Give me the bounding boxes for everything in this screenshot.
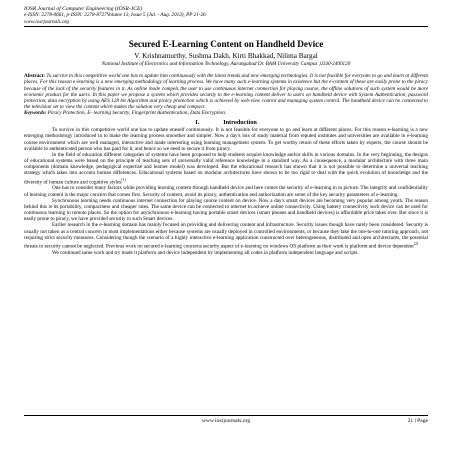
header-rule [24, 26, 428, 27]
journal-site[interactable]: www.iosrjournals.org [24, 18, 69, 25]
footer-url[interactable]: www.iosrjournals.org [201, 418, 251, 424]
issn-line: e-ISSN: 2278-0661, p-ISSN: 2278-8727Volume 13, Issue 5 (Jul. - Aug. 2013), PP 21-26 [24, 12, 206, 19]
intro-paragraph: To survive in this competitive world one has to update oneself continuously. It is not feasible for everyone to go and learn at different places. For this reason e-learning is a new emerging methodology introduced in to make the learning process smoother and simpler. Now a day's lots of study material from reputed institutes and universities are available in e-learning course environment which are well managed, interactive and made interesting using learning management system. To get worthy return of these efforts taken by experts, the course should be available to authenticated person who has paid for it, and hence so we need to secure it from piracy. [24, 127, 428, 152]
citation-ref: [2] [413, 241, 419, 246]
section-number: I. [195, 119, 200, 127]
section-title: Introduction [223, 119, 257, 127]
abstract [24, 73, 428, 110]
section-heading [24, 119, 428, 126]
abstract-text: To survive in this competitive world one has to update him continuously with the latest trends and new emerging technologies. It is not feasible for everyone to go and learn at different places. For this reason e-learning is a new emerging methodology of learning process. We have many such e-learning systems in existence but the e-content of these are easily prone to the piracy because of the lack of the security features in it. As online mode compels the user to use continuous internet connection for playing course, the offline solutions of such system would be more economic product for the users. In this paper we propose a system which provides security to the e-learning content deliver to users on handheld device with System Authentication, password protection, data encryption by using AES 128 bit Algorithm and piracy protection which is achieved by web-view control and managing system control. The handheld device can be connected to the television set to view the content which makes the solution very cheap and compact. [24, 73, 429, 110]
keywords [24, 110, 428, 116]
intro-paragraph: One has to consider many factors while providing learning content through handheld device and here comes the security of e-learning in to picture. The integrity and confidentiality of learning content is the major concern that comes first. Security of content, avoid its piracy, authentication and authorization are some of the key security parameters of e-learning. [24, 185, 428, 198]
intro-paragraph: In the field of education different categories of systems have been proposed to help students acquire knowledge and/or skills in various domains. In the very beginning, the designs of educational systems were based on the principle of teaching sets of universally valid reference knowledge in a standard way. As a consequence, a modular architecture with three main components (domain knowledge, pedagogical expertise and learner model) was developed. But the educational research has shown that it is not possible to determine a universal teaching strategy which takes into account human differences. Educational systems based on modular architectures have shown to be too rigid to deal with the quick evolution of knowledge and the diversity of human culture and cognitive styles[1] [24, 151, 428, 186]
section-body [24, 127, 428, 256]
intro-paragraph: Earlier research in the e-learning domain has mainly focused on providing and delivering content and infrastructure. Security issues though have rarely been considered. Security is usually not taken as a central concern in most implementations either because systems are usually deployed in controlled environments, or because they take the one-to-one tutoring approach, not requiring strict security measures. Considering though the scenario of a highly interactive e-learning application constructed over heterogeneous, distributed and open architectures, the potential threats to security cannot be neglected. Previous work on secured e-learning concerns security aspect of e-learning on windows OS platform as their work is platform and device dependent[2] [24, 222, 428, 250]
intro-paragraph: Synchronous learning needs continuous internet connection for playing course content on device. Now a day's smart devices are becoming very popular among youth. The reason behind this is its portability, compactness and cheaper rates. The same device can be connected to internet to achieve online connectivity. Using battery connectivity such device can be used for continuous learning in remote places. So the option for asynchronous e-learning having portable smart devices (smart phones and handheld devices) is affordable price takes over. But since it is easily prone to piracy, we have provided security to such Smart devices. [24, 197, 428, 223]
intro-paragraph: We continued same work and try made it platform and device independent by implementing all codes in platform independent language and scripts. [52, 249, 359, 256]
citation-ref: [1] [121, 177, 126, 182]
keywords-label: Keywords: [24, 110, 47, 117]
journal-name: IOSR Journal of Computer Engineering (IOSR-JCE) [24, 6, 143, 12]
paper-title: Secured E-Learning Content on Handheld Device [128, 39, 324, 50]
keywords-text: Piracy Protection, E- learning Security, Fingerprint Authentication, Data Encryption. [47, 110, 227, 117]
paper-authors: V. Krishnamurthy, Sushma Dakh, Kirti Bhakkad, Nilima Bargal [134, 52, 318, 61]
footer-rule [24, 415, 428, 416]
abstract-label: Abstract: [24, 73, 46, 80]
journal-header [24, 6, 428, 25]
page-number: 21 | Page [407, 418, 428, 424]
page-footer [24, 415, 428, 424]
paper-affiliation: National Institute of Electronics and Information Technology, Aurangabad Dr. BAM University Campus ,0240-2400120 [101, 61, 351, 68]
